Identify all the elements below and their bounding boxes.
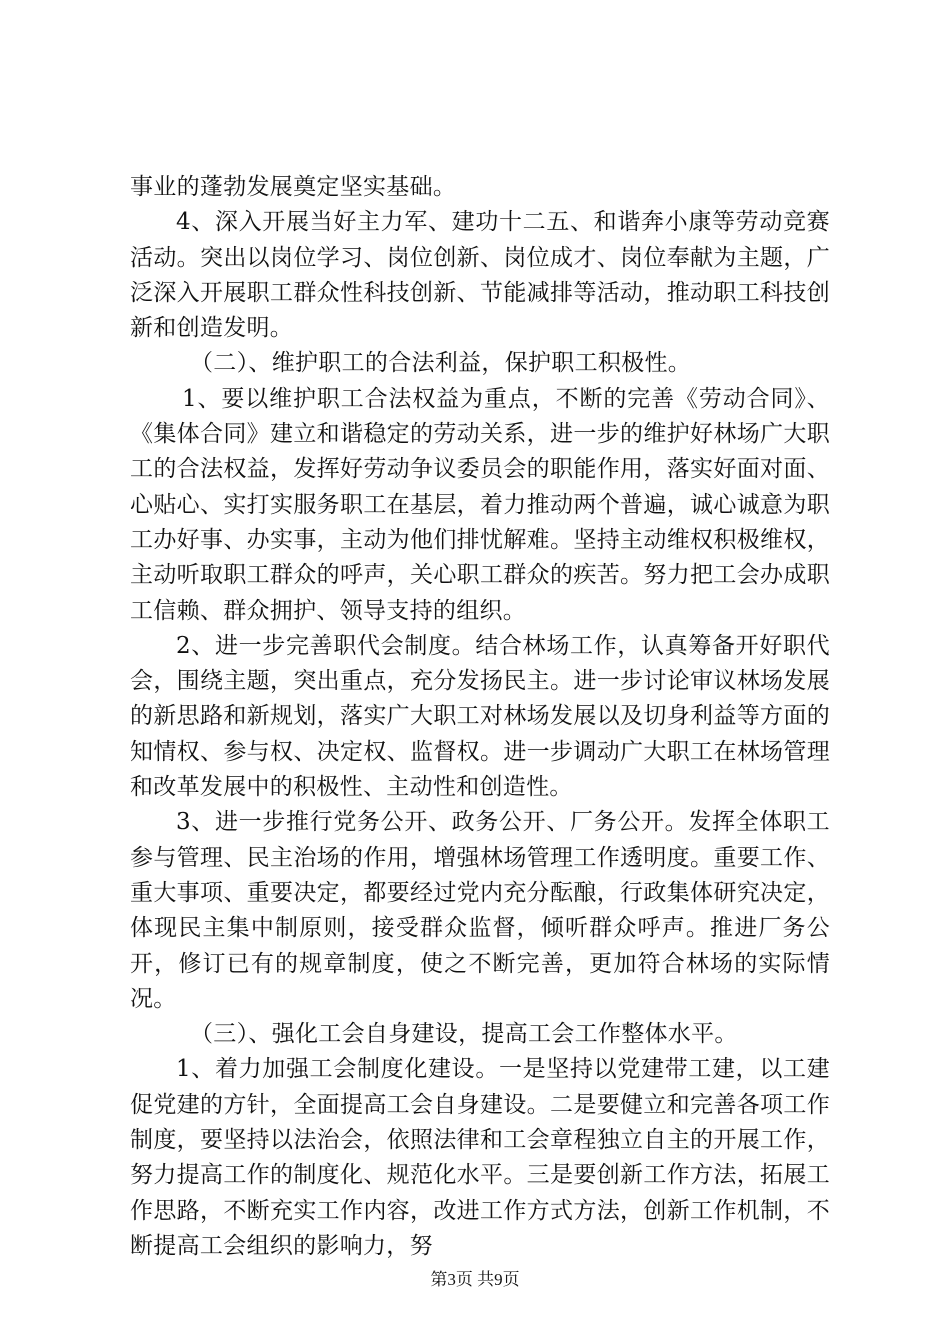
paragraph-item-2: 2、进一步完善职代会制度。结合林场工作，认真筹备开好职代会，围绕主题，突出重点，充分发扬民主。进一步讨论审议林场发展的新思路和新规划，落实广大职工对林场发展以及切身利益等方面的知情权、参与权、决定权、监督权。进一步调动广大职工在林场管理和改革发展中的积极性、主动性和创造性。 <box>130 632 830 801</box>
section-heading-3: （三）、强化工会自身建设，提高工会工作整体水平。 <box>190 1021 738 1048</box>
page-footer <box>0 1265 950 1290</box>
paragraph-continuation: 事业的蓬勃发展奠定坚实基础。 <box>130 174 457 200</box>
paragraph-item-1: 1、要以维护职工合法权益为重点，不断的完善《劳动合同》、《集体合同》建立和谐稳定的劳动关系，进一步的维护好林场广大职工的合法权益，发挥好劳动争议委员会的职能作用，落实好面对面、心贴心、实打实服务职工在基层，着力推动两个普遍，诚心诚意为职工办好事、办实事，主动为他们排忧解难。坚持主动维权积极维权，主动听取职工群众的呼声，关心职工群众的疾苦。努力把工会办成职工信赖、群众拥护、领导支持的组织。 <box>130 385 830 624</box>
section-heading-2: （二）、维护职工的合法利益，保护职工积极性。 <box>190 350 692 377</box>
document-body <box>130 170 830 1264</box>
page-number-label: 第3页 共9页 <box>430 1270 520 1289</box>
paragraph-item-3: 3、进一步推行党务公开、政务公开、厂务公开。发挥全体职工参与管理、民主治场的作用，增强林场管理工作透明度。重要工作、重大事项、重要决定，都要经过党内充分酝酿，行政集体研究决定，体现民主集中制原则，接受群众监督，倾听群众呼声。推进厂务公开，修订已有的规章制度，使之不断完善，更加符合林场的实际情况。 <box>130 809 830 1012</box>
paragraph-item-4: 4、深入开展当好主力军、建功十二五、和谐奔小康等劳动竞赛活动。突出以岗位学习、岗位创新、岗位成才、岗位奉献为主题，广泛深入开展职工群众性科技创新、节能减排等活动，推动职工科技创新和创造发明。 <box>130 209 830 342</box>
paragraph-item-1-section-3: 1、着力加强工会制度化建设。一是坚持以党建带工建，以工建促党建的方针，全面提高工会自身建设。二是要健立和完善各项工作制度，要坚持以法治会，依照法律和工会章程独立自主的开展工作，努力提高工作的制度化、规范化水平。三是要创新工作方法，拓展工作思路，不断充实工作内容，改进工作方式方法，创新工作机制，不断提高工会组织的影响力，努 <box>130 1056 830 1259</box>
